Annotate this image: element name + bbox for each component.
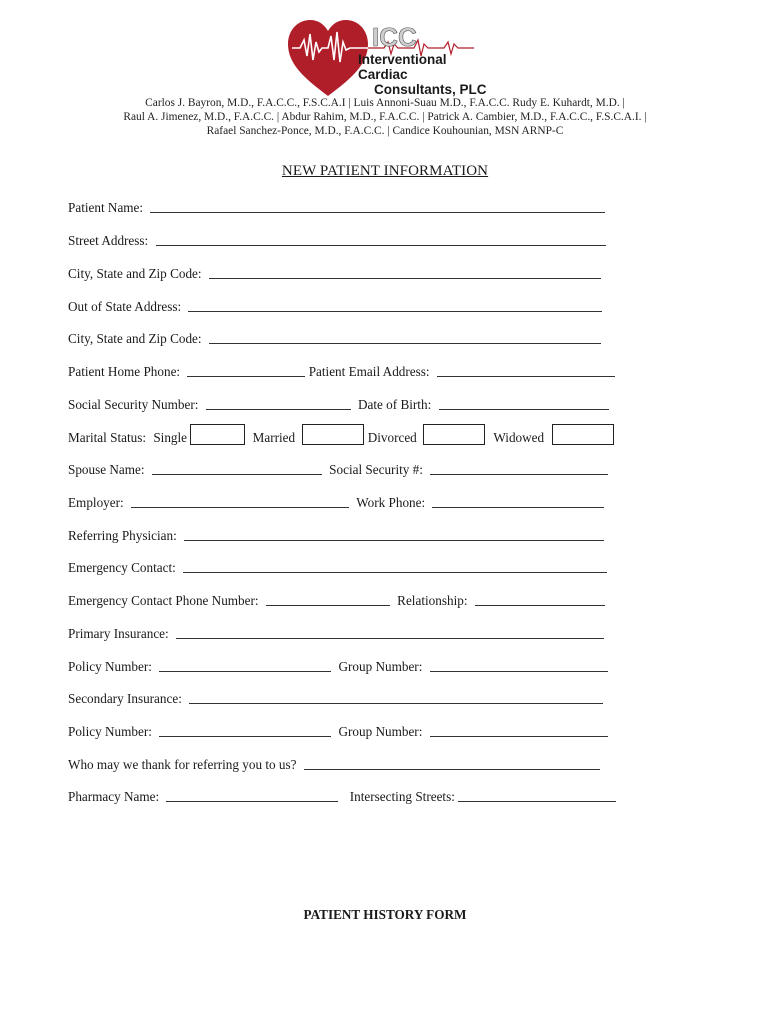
- widowed-checkbox[interactable]: [552, 424, 614, 445]
- widowed-label: Widowed: [493, 430, 545, 445]
- referral-label: Who may we thank for referring you to us?: [68, 757, 297, 772]
- group-number-2-field[interactable]: [430, 722, 608, 737]
- pharmacy-name-label: Pharmacy Name:: [68, 789, 160, 804]
- out-of-state-field[interactable]: [188, 297, 602, 312]
- ssn-field[interactable]: [206, 395, 351, 410]
- policy-number-2-label: Policy Number:: [68, 724, 152, 739]
- referring-physician-label: Referring Physician:: [68, 528, 177, 543]
- relationship-label: Relationship:: [397, 593, 468, 608]
- patient-name-label: Patient Name:: [68, 200, 144, 215]
- street-address-label: Street Address:: [68, 233, 149, 248]
- city-state-zip-2-field[interactable]: [209, 329, 601, 344]
- policy-number-label: Policy Number:: [68, 659, 152, 674]
- out-of-state-row: [68, 297, 602, 317]
- divorced-checkbox[interactable]: [423, 424, 485, 445]
- intersecting-streets-label: Intersecting Streets:: [349, 789, 455, 804]
- patient-name-row: [68, 198, 605, 218]
- pharmacy-row: [68, 787, 616, 807]
- doctors-line-2: Raul A. Jimenez, M.D., F.A.C.C. | Abdur Rahim, M.D., F.A.C.C. | Patrick A. Cambier, M.D., F.A.C.C., F.S.C.A.I. |: [123, 111, 647, 123]
- marital-status-row: [68, 428, 614, 448]
- policy-number-field[interactable]: [159, 657, 331, 672]
- street-address-field[interactable]: [156, 231, 606, 246]
- form-title: NEW PATIENT INFORMATION: [281, 163, 489, 179]
- referral-row: [68, 755, 600, 775]
- dob-label: Date of Birth:: [357, 397, 432, 412]
- work-phone-field[interactable]: [432, 493, 604, 508]
- email-label: Patient Email Address:: [308, 364, 430, 379]
- primary-insurance-row: [68, 624, 604, 644]
- company-name-line1: Interventional Cardiac: [358, 52, 447, 82]
- employer-label: Employer:: [68, 495, 124, 510]
- company-name-line2: Consultants, PLC: [374, 82, 487, 97]
- married-checkbox[interactable]: [302, 424, 364, 445]
- secondary-insurance-row: [68, 689, 603, 709]
- secondary-insurance-label: Secondary Insurance:: [68, 691, 182, 706]
- secondary-insurance-field[interactable]: [189, 689, 603, 704]
- spouse-ssn-field[interactable]: [430, 460, 608, 475]
- heart-icon: [288, 20, 368, 96]
- married-label: Married: [252, 430, 296, 445]
- emergency-phone-row: [68, 591, 605, 611]
- spouse-row: [68, 460, 608, 480]
- email-field[interactable]: [437, 362, 615, 377]
- emergency-phone-field[interactable]: [266, 591, 390, 606]
- spouse-ssn-label: Social Security #:: [329, 462, 423, 477]
- home-phone-field[interactable]: [187, 362, 305, 377]
- emergency-phone-label: Emergency Contact Phone Number:: [68, 593, 259, 608]
- ssn-dob-row: [68, 395, 609, 415]
- intersecting-streets-field[interactable]: [458, 787, 616, 802]
- group-number-label: Group Number:: [338, 659, 423, 674]
- phone-email-row: [68, 362, 615, 382]
- out-of-state-label: Out of State Address:: [68, 299, 182, 314]
- patient-name-field[interactable]: [150, 198, 605, 213]
- city-state-zip-2-label: City, State and Zip Code:: [68, 331, 202, 346]
- policy-group-2-row: [68, 722, 608, 742]
- policy-group-row: [68, 657, 608, 677]
- pharmacy-name-field[interactable]: [166, 787, 338, 802]
- city-state-zip-field[interactable]: [209, 264, 601, 279]
- primary-insurance-label: Primary Insurance:: [68, 626, 169, 641]
- single-label: Single: [153, 430, 188, 445]
- referring-physician-row: [68, 526, 604, 546]
- patient-history-title: PATIENT HISTORY FORM: [303, 907, 467, 922]
- emergency-contact-label: Emergency Contact:: [68, 560, 176, 575]
- city-state-zip-row: [68, 264, 601, 284]
- work-phone-label: Work Phone:: [356, 495, 426, 510]
- single-checkbox[interactable]: [190, 424, 245, 445]
- doctors-line-3: Rafael Sanchez-Ponce, M.D., F.A.C.C. | Candice Kouhounian, MSN ARNP-C: [206, 125, 564, 137]
- referring-physician-field[interactable]: [184, 526, 604, 541]
- doctors-line-1: Carlos J. Bayron, M.D., F.A.C.C., F.S.C.A.I | Luis Annoni-Suau M.D., F.A.C.C. Rudy E. Kuhardt, M.D. |: [145, 97, 625, 109]
- dob-field[interactable]: [439, 395, 609, 410]
- primary-insurance-field[interactable]: [176, 624, 604, 639]
- icc-abbrev: ICC: [372, 22, 417, 52]
- street-address-row: [68, 231, 606, 251]
- ssn-label: Social Security Number:: [68, 397, 199, 412]
- group-number-field[interactable]: [430, 657, 608, 672]
- employer-field[interactable]: [131, 493, 349, 508]
- emergency-contact-field[interactable]: [183, 558, 607, 573]
- relationship-field[interactable]: [475, 591, 605, 606]
- emergency-contact-row: [68, 558, 607, 578]
- city-state-zip-2-row: [68, 329, 601, 349]
- referral-field[interactable]: [304, 755, 600, 770]
- spouse-name-label: Spouse Name:: [68, 462, 145, 477]
- group-number-2-label: Group Number:: [338, 724, 423, 739]
- spouse-name-field[interactable]: [152, 460, 322, 475]
- employer-row: [68, 493, 604, 513]
- marital-status-label: Marital Status:: [68, 430, 147, 445]
- divorced-label: Divorced: [367, 430, 417, 445]
- home-phone-label: Patient Home Phone:: [68, 364, 181, 379]
- company-name: [358, 52, 498, 97]
- city-state-zip-label: City, State and Zip Code:: [68, 266, 202, 281]
- policy-number-2-field[interactable]: [159, 722, 331, 737]
